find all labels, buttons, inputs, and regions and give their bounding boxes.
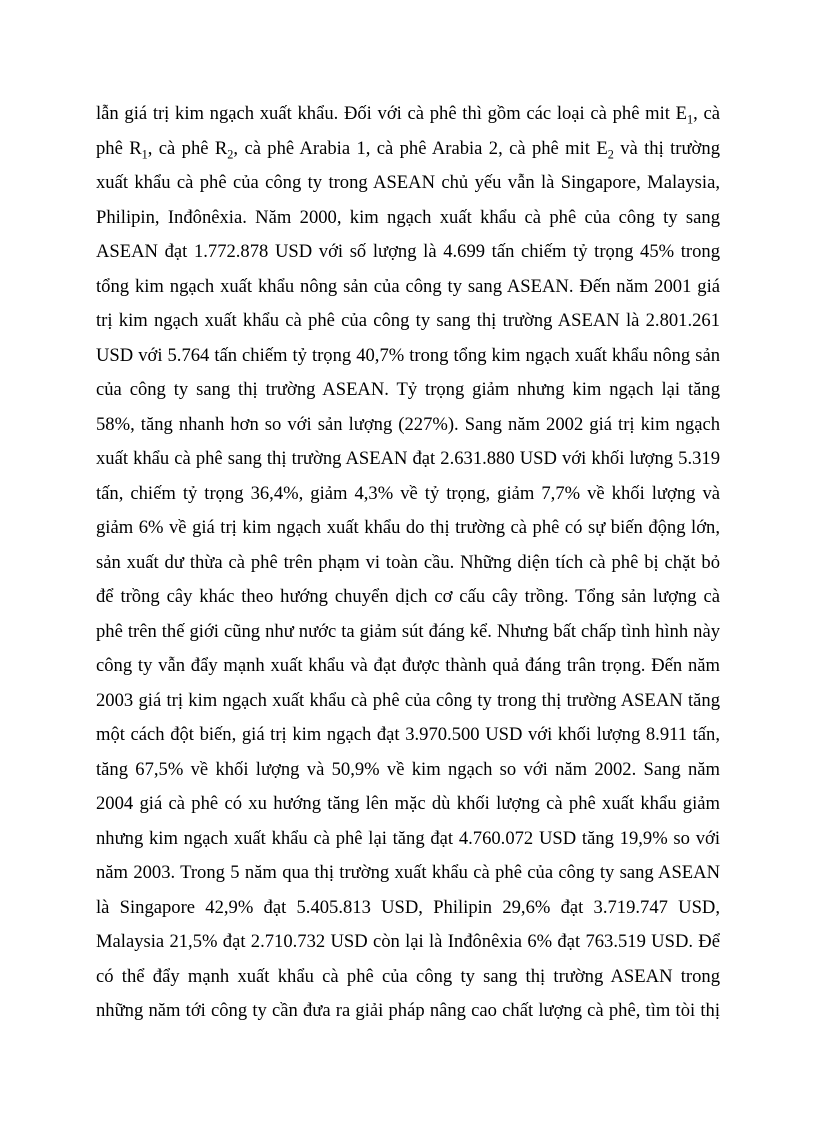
text-line: trị kim ngạch xuất khẩu cà phê của công ty sang thị trường ASEAN là 2.801.261 (96, 310, 720, 331)
text-line: tấn, chiếm tỷ trọng 36,4%, giảm 4,3% về tỷ trọng, giảm 7,7% về khối lượng và (96, 482, 720, 504)
text-line: của công ty sang thị trường ASEAN. Tỷ trọng giảm nhưng kim ngạch lại tăng (96, 379, 720, 400)
text-line: tổng kim ngạch xuất khẩu nông sản của công ty sang ASEAN. Đến năm 2001 giá (96, 275, 720, 297)
line-text: , cà (693, 103, 720, 124)
text-line: năm 2003. Trong 5 năm qua thị trường xuất khẩu cà phê của công ty sang ASEAN (96, 862, 720, 883)
text-line: một cách đột biến, giá trị kim ngạch đạt 3.970.500 USD với khối lượng 8.911 tấn, (96, 724, 720, 745)
text-line: 2004 giá cà phê có xu hướng tăng lên mặc dù khối lượng cà phê xuất khẩu giảm (96, 793, 720, 814)
text-line: công ty vẫn đẩy mạnh xuất khẩu và đạt được thành quả đáng trân trọng. Đến năm (96, 655, 720, 676)
subscript: 2 (607, 146, 614, 161)
line-text: , cà phê R (147, 137, 228, 159)
text-line: để trồng cây khác theo hướng chuyển dịch cơ cấu cây trồng. Tổng sản lượng cà (96, 586, 720, 607)
body-text (96, 97, 720, 1029)
text-line: tăng 67,5% về khối lượng và 50,9% về kim ngạch so với năm 2002. Sang năm (96, 758, 720, 780)
text-line: USD với 5.764 tấn chiếm tỷ trọng 40,7% trong tổng kim ngạch xuất khẩu nông sản (96, 344, 720, 366)
text-line: giảm 6% về giá trị kim ngạch xuất khẩu do thị trường cà phê có sự biến động lớn, (96, 517, 720, 538)
text-line: có thể đẩy mạnh xuất khẩu cà phê của công ty sang thị trường ASEAN trong (96, 965, 720, 987)
text-line: những năm tới công ty cần đưa ra giải pháp nâng cao chất lượng cà phê, tìm tòi thị (96, 1000, 720, 1021)
text-line: là Singapore 42,9% đạt 5.405.813 USD, Philipin 29,6% đạt 3.719.747 USD, (96, 896, 720, 918)
text-line: 2003 giá trị kim ngạch xuất khẩu cà phê của công ty trong thị trường ASEAN tăng (96, 689, 720, 711)
text-line: 58%, tăng nhanh hơn so với sản lượng (227%). Sang năm 2002 giá trị kim ngạch (96, 413, 720, 435)
line-text: phê R (96, 137, 142, 159)
text-line: Malaysia 21,5% đạt 2.710.732 USD còn lại là Inđônêxia 6% đạt 763.519 USD. Để (96, 931, 720, 952)
subscript: 1 (141, 146, 148, 161)
line-text: và thị trường (613, 137, 720, 159)
text-line: ASEAN đạt 1.772.878 USD với số lượng là 4.699 tấn chiếm tỷ trọng 45% trong (96, 241, 720, 262)
text-line (96, 132, 720, 167)
subscript: 2 (227, 146, 234, 161)
text-line: sản xuất dư thừa cà phê trên phạm vi toàn cầu. Những diện tích cà phê bị chặt bỏ (96, 551, 720, 573)
subscript: 1 (687, 112, 694, 127)
line-text: , cà phê Arabia 1, cà phê Arabia 2, cà phê mit E (233, 137, 608, 159)
text-line: phê trên thế giới cũng như nước ta giảm sút đáng kể. Nhưng bất chấp tình hình này (96, 620, 720, 642)
text-line: Philipin, Inđônêxia. Năm 2000, kim ngạch xuất khẩu cà phê của công ty sang (96, 206, 720, 228)
line-text: lẫn giá trị kim ngạch xuất khẩu. Đối với cà phê thì gồm các loại cà phê mit E (96, 103, 687, 124)
text-line: xuất khẩu cà phê sang thị trường ASEAN đạt 2.631.880 USD với khối lượng 5.319 (96, 448, 720, 469)
text-line: nhưng kim ngạch xuất khẩu cà phê lại tăng đạt 4.760.072 USD tăng 19,9% so với (96, 827, 720, 849)
text-line (96, 97, 720, 132)
text-line: xuất khẩu cà phê của công ty trong ASEAN chủ yếu vẫn là Singapore, Malaysia, (96, 172, 720, 193)
